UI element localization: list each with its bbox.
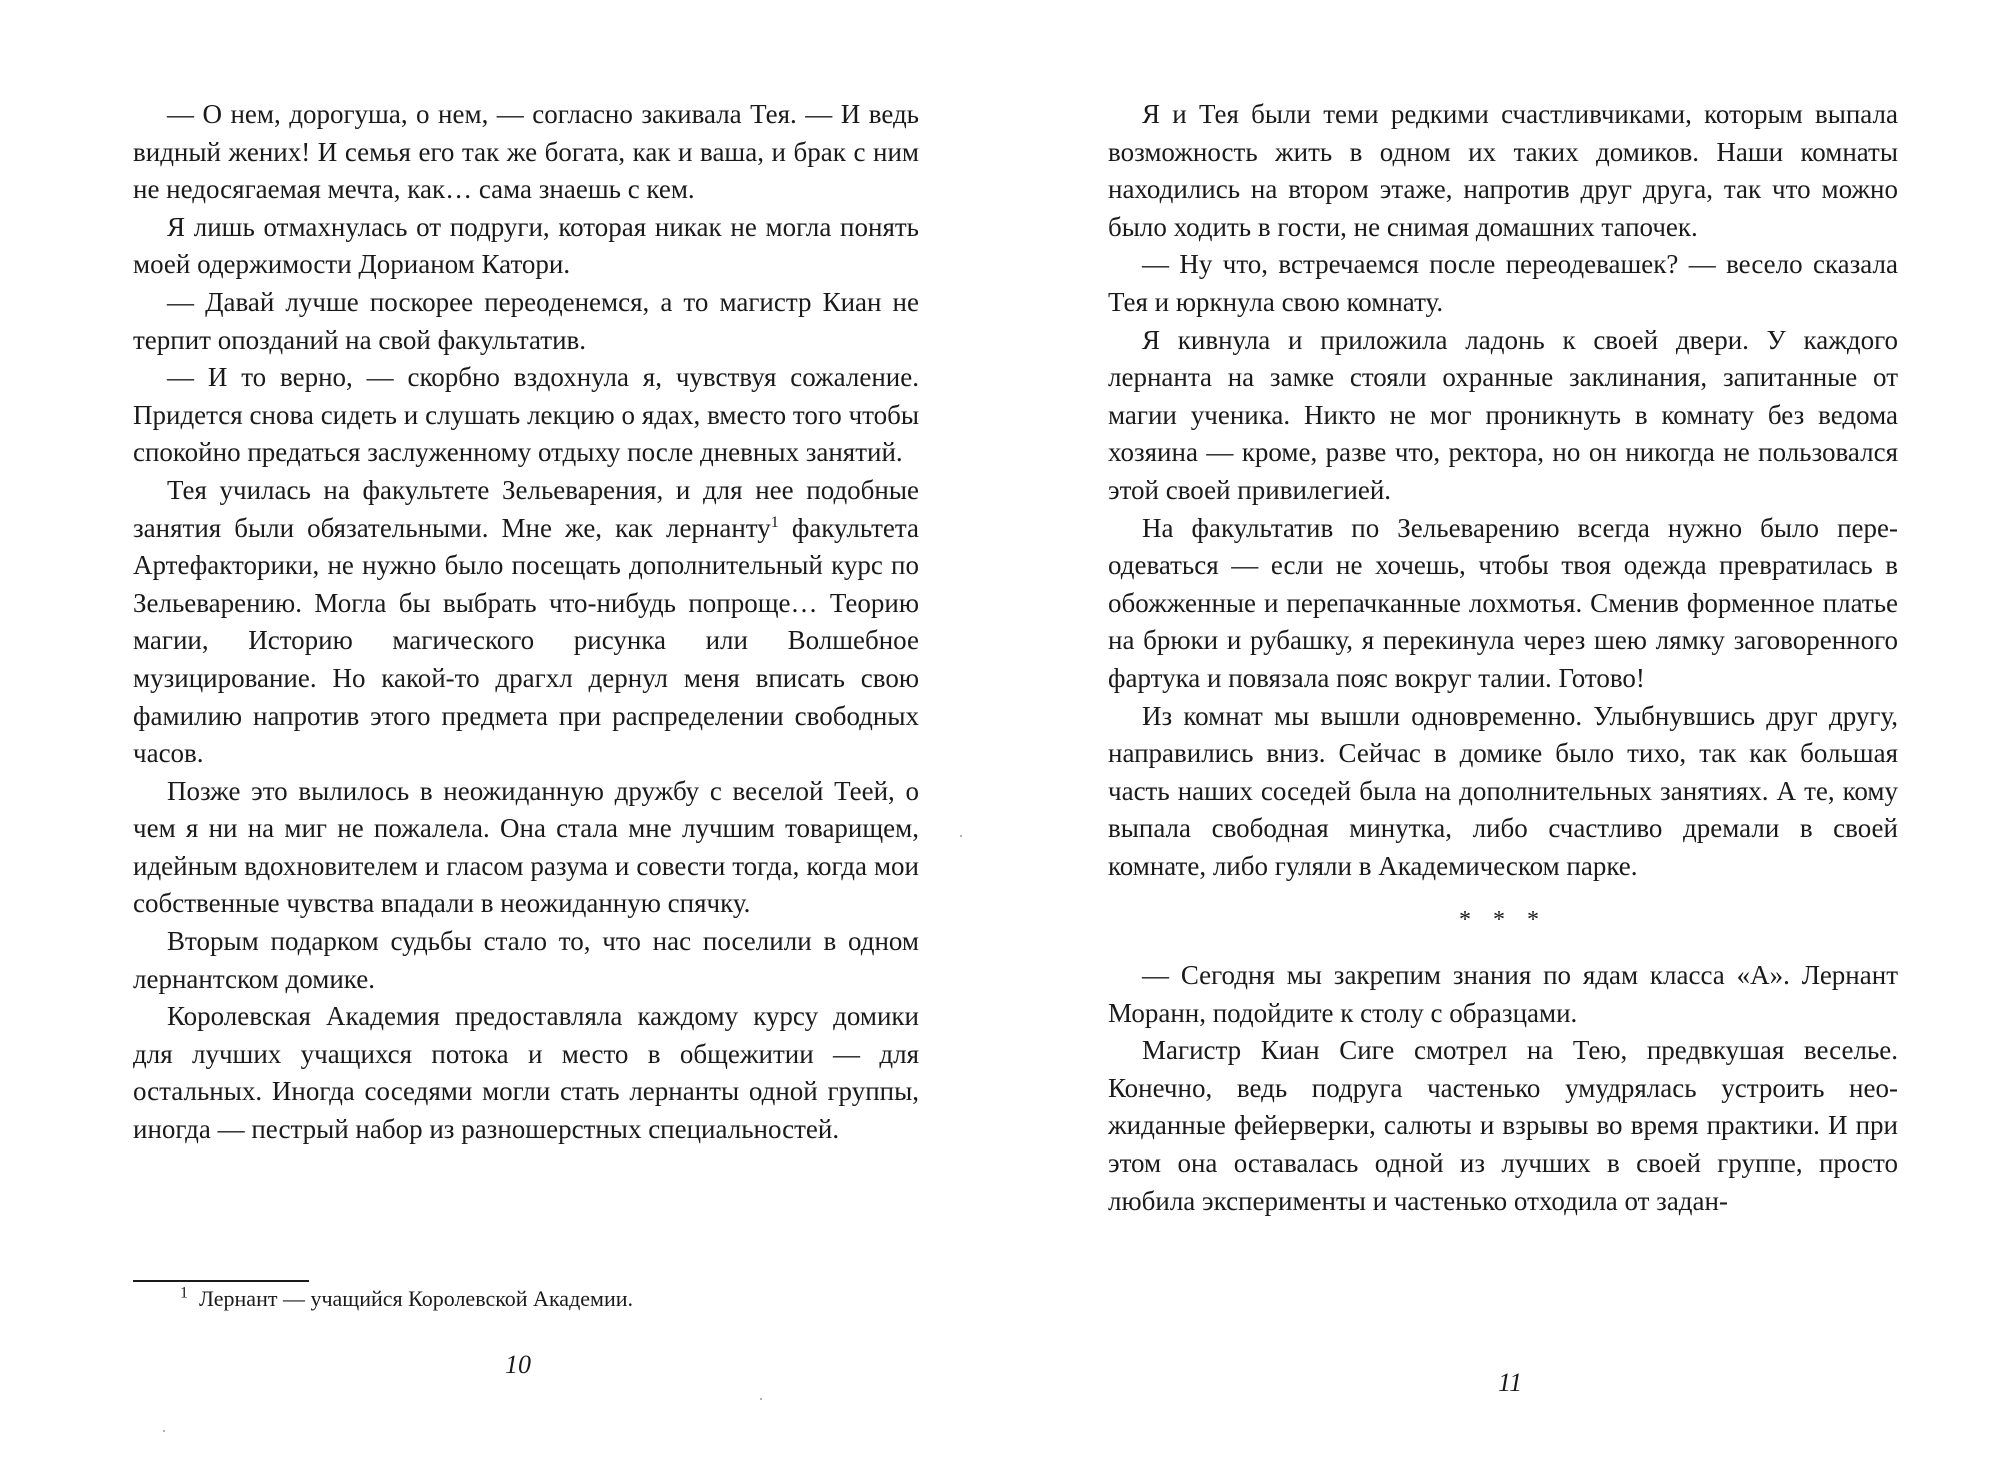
footnote-marker: 1	[180, 1284, 188, 1302]
paragraph-text: Тея училась на факультете Зельеварения, и для нее подобные занятия были обязательными. Мне же, как лернанту	[133, 474, 919, 543]
paragraph: Из комнат мы вышли одновременно. Улыбнувшись друг другу, направились вниз. Сейчас в домике было тихо, так как большая часть наших соседей была на дополнительных занятиях. А те, кому выпала свободная минутка, либо счастливо дремали в своей комнате, либо гуляли в Академическом парке.	[1108, 700, 1898, 881]
footnote-reference: 1	[770, 513, 779, 531]
print-speck	[960, 835, 962, 837]
left-page-text	[133, 96, 919, 1149]
paragraph: — Ну что, встречаемся после переодевашек? — весело сказала Тея и юркнула свою комнату.	[1108, 249, 1898, 317]
footnote-divider	[133, 1280, 309, 1282]
page-number-right: 11	[1498, 1368, 1523, 1397]
print-speck	[760, 1398, 762, 1400]
right-page-text	[1108, 96, 1898, 1220]
paragraph: Королевская Академия предоставляла каждому курсу домики для лучших учащихся потока и место в общежитии — для остальных. Иногда соседями могли стать лернанты одной группы, иногда — пестрый набор из разношерстных специальностей.	[133, 1001, 919, 1145]
paragraph: — Сегодня мы закрепим знания по ядам класса «А». Лернант Моранн, подойдите к столу с образцами.	[1108, 960, 1898, 1028]
footnote-text: Лернант — учащийся Королевской Академии.	[199, 1286, 633, 1311]
footnote	[180, 1285, 633, 1313]
paragraph-text: факультета Артефакторики, не нужно было посещать дополнительный курс по Зельеварению. Могла бы выбрать что-нибудь попроще… Теорию магии, Историю магического рисунка или Волшебное музицирование. Но какой-то драгхл дернул меня вписать свою фамилию напротив этого предмета при распределении свободных часов.	[133, 512, 920, 769]
paragraph: На факультатив по Зельеварению всегда нужно было переодеваться — если не хочешь, чтобы твоя одежда превратилась в обожженные и перепачканные лохмотья. Сменив форменное платье на брюки и рубашку, я перекинула через шею лямку заговоренного фартука и повязала пояс вокруг талии. Готово!	[1108, 512, 1898, 693]
paragraph-with-footnote	[133, 472, 919, 773]
page-number-left: 10	[505, 1350, 531, 1379]
paragraph: Я кивнула и приложила ладонь к своей двери. У каждого лернанта на замке стояли охранные заклинания, запитанные от магии ученика. Никто не мог проникнуть в комнату без ведома хозяина — кроме, разве что, ректора, но он никогда не пользовался этой своей привилегией.	[1108, 324, 1898, 505]
paragraph: Позже это вылилось в неожиданную дружбу с веселой Теей, о чем я ни на миг не пожалела. Она стала мне лучшим товарищем, идейным вдохновителем и гласом разума и совести тогда, когда мои собственные чувства впадали в неожиданную спячку.	[133, 775, 919, 919]
paragraph: Вторым подарком судьбы стало то, что нас поселили в одном лернантском домике.	[133, 926, 919, 994]
paragraph: Я лишь отмахнулась от подруги, которая никак не могла понять моей одержимости Дорианом Катори.	[133, 211, 919, 280]
print-speck	[163, 1430, 165, 1432]
paragraph: Я и Тея были теми редкими счастливчиками, которым выпала возможность жить в одном их таких домиков. Наши комнаты находились на втором этаже, напротив друг друга, так что можно было ходить в гости, не снимая домашних тапочек.	[1108, 99, 1898, 242]
paragraph: — И то верно, — скорбно вздохнула я, чувствуя сожаление. Придется снова сидеть и слушать лекцию о ядах, вместо того чтобы спокойно предаться заслуженному отдыху после дневных занятий.	[133, 362, 919, 468]
paragraph: — О нем, дорогуша, о нем, — согласно закивала Тея. — И ведь видный жених! И семья его так же богата, как и ваша, и брак с ним не недосягаемая мечта, как… сама знаешь с кем.	[133, 99, 919, 205]
paragraph: — Давай лучше поскорее переоденемся, а то магистр Киан не терпит опозданий на свой факультатив.	[133, 286, 919, 355]
paragraph: Магистр Киан Сиге смотрел на Тею, предвкушая веселье. Конечно, ведь подруга частенько умудрялась устроить неожиданные фейерверки, салюты и взрывы во время практики. И при этом она оставалась одной из лучших в своей группе, просто любила эксперименты и частенько отходила от задан-	[1108, 1035, 1898, 1216]
scene-break: * * *	[1459, 907, 1547, 934]
